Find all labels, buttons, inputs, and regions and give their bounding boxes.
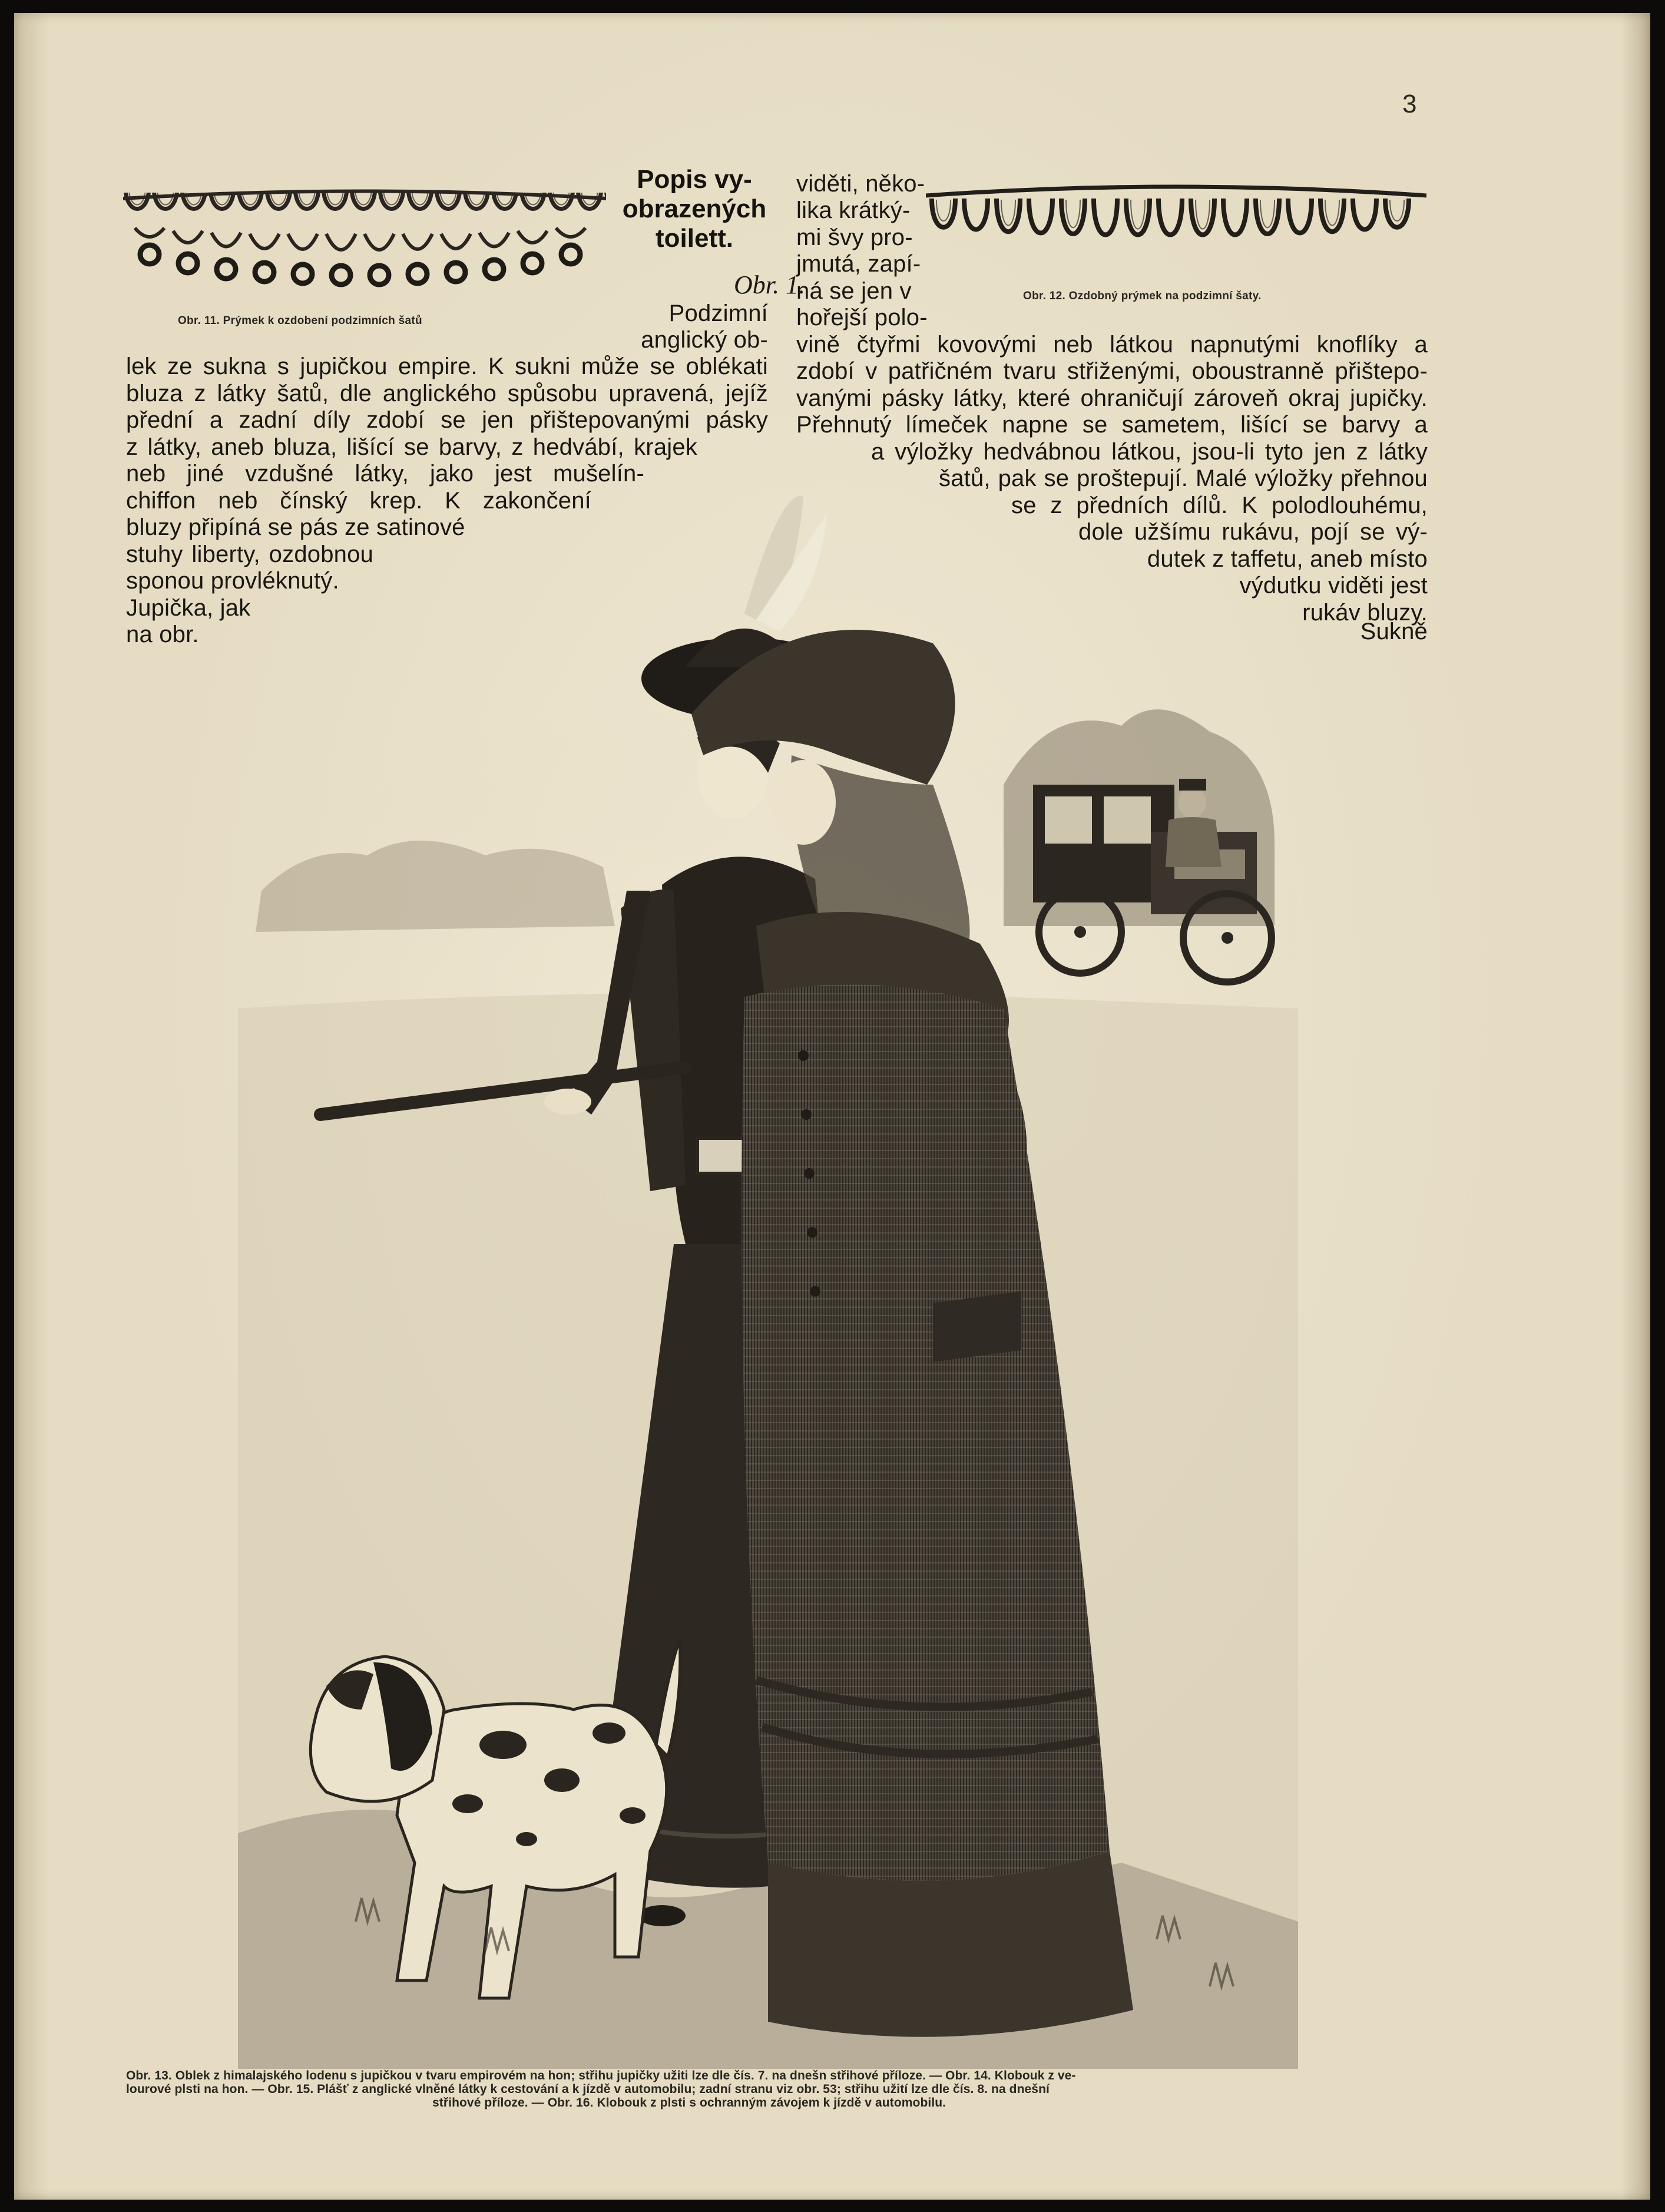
article-heading <box>609 165 780 253</box>
text-line: Přehnutý límeček napne se sametem, lišící se barvy a <box>796 412 1428 438</box>
text-line: vině čtyřmi kovovými neb látkou napnutými knoflíky a <box>796 332 1428 358</box>
caption-line: Obr. 13. Oblek z himalajského lodenu s jupičkou v tvaru empirovém na hon; střihu jupičky užiti lze dle čís. 7. na dnešn střihové příloze. — Obr. 14. Klobouk z ve- <box>126 2069 1076 2082</box>
magazine-page <box>14 13 1650 2200</box>
text-line: z látky, aneb bluza, lišící se barvy, z hedvábí, krajek <box>126 434 697 460</box>
text-line: chiffon neb čínský krep. K zakončení <box>126 488 591 514</box>
text-line: a výložky hedvábnou látkou, jsou-li tyto jen z látky <box>871 439 1428 465</box>
caption-line: střihové příloze. — Obr. 16. Klobouk z plsti s ochranným závojem k jízdě v automobilu. <box>432 2096 946 2109</box>
text-line: Jupička, jak <box>126 595 251 621</box>
text-line: mi švy pro- <box>796 224 913 250</box>
text-line: Sukně <box>1360 619 1428 644</box>
obr-label: Obr. 1. <box>734 270 806 299</box>
text-line: stuhy liberty, ozdobnou <box>126 541 373 567</box>
text-line: šatů, pak se proštepují. Malé výložky přehnou <box>939 465 1428 491</box>
text-line: bluza z látky šatů, dle anglického spůsobu upravená, jejíž <box>126 381 768 406</box>
text-line: jmutá, zapí- <box>796 251 921 277</box>
obr13-caption <box>126 2069 1076 2109</box>
text-line: výdutku viděti jest <box>1239 573 1428 599</box>
text-line: hořejší polo- <box>796 305 928 330</box>
page-number: 3 <box>1402 90 1417 118</box>
text-line: lek ze sukna s jupičkou empire. K sukni může se oblékati <box>126 353 768 379</box>
text-line: bluzy připíná se pás ze satinové <box>126 514 465 540</box>
text-line: na obr. <box>126 621 199 647</box>
text-line: viděti, něko- <box>796 171 925 197</box>
text-line: zdobí v patřičném tvaru střiženými, oboustranně přištepo- <box>796 358 1428 384</box>
fashion-illustration <box>238 478 1298 2069</box>
braid-trim-illustration-left <box>123 181 606 299</box>
text-line: sponou provléknutý. <box>126 568 339 594</box>
heading-line-1: Popis vy- <box>637 165 752 194</box>
text-line: dutek z taffetu, aneb místo <box>1147 546 1428 572</box>
heading-line-3: toilett. <box>656 224 733 253</box>
caption-line: lourové plsti na hon. — Obr. 15. Plášť z anglické vlněné látky k cestování a k jízdě v automobilu; zadní stranu viz obr. 53; střihu užití lze dle čís. 8. na dnešní <box>126 2082 1050 2096</box>
text-line: dole užšímu rukávu, pojí se vý- <box>1078 519 1428 545</box>
text-line: anglický ob- <box>641 327 768 353</box>
text-line: vanými pásky látky, které ohraničují zároveň okraj jupičky. <box>796 385 1428 411</box>
heading-line-2: obrazených <box>622 194 767 223</box>
text-line: neb jiné vzdušné látky, jako jest mušelín- <box>126 461 644 487</box>
text-line: ná se jen v <box>796 278 912 304</box>
text-line: přední a zadní díly zdobí se jen přištepovanými pásky <box>126 407 768 433</box>
braid-trim-illustration-right <box>926 181 1426 257</box>
text-line: Podzimní <box>668 300 768 326</box>
text-line: rukáv bluzy. <box>1302 600 1428 626</box>
obr11-caption: Obr. 11. Prýmek k ozdobení podzimních šatů <box>178 315 422 327</box>
text-line: se z předních dílů. K polodlouhému, <box>1011 492 1428 518</box>
text-line: lika krátký- <box>796 197 911 223</box>
obr12-caption: Obr. 12. Ozdobný prýmek na podzimní šaty. <box>1023 290 1262 302</box>
